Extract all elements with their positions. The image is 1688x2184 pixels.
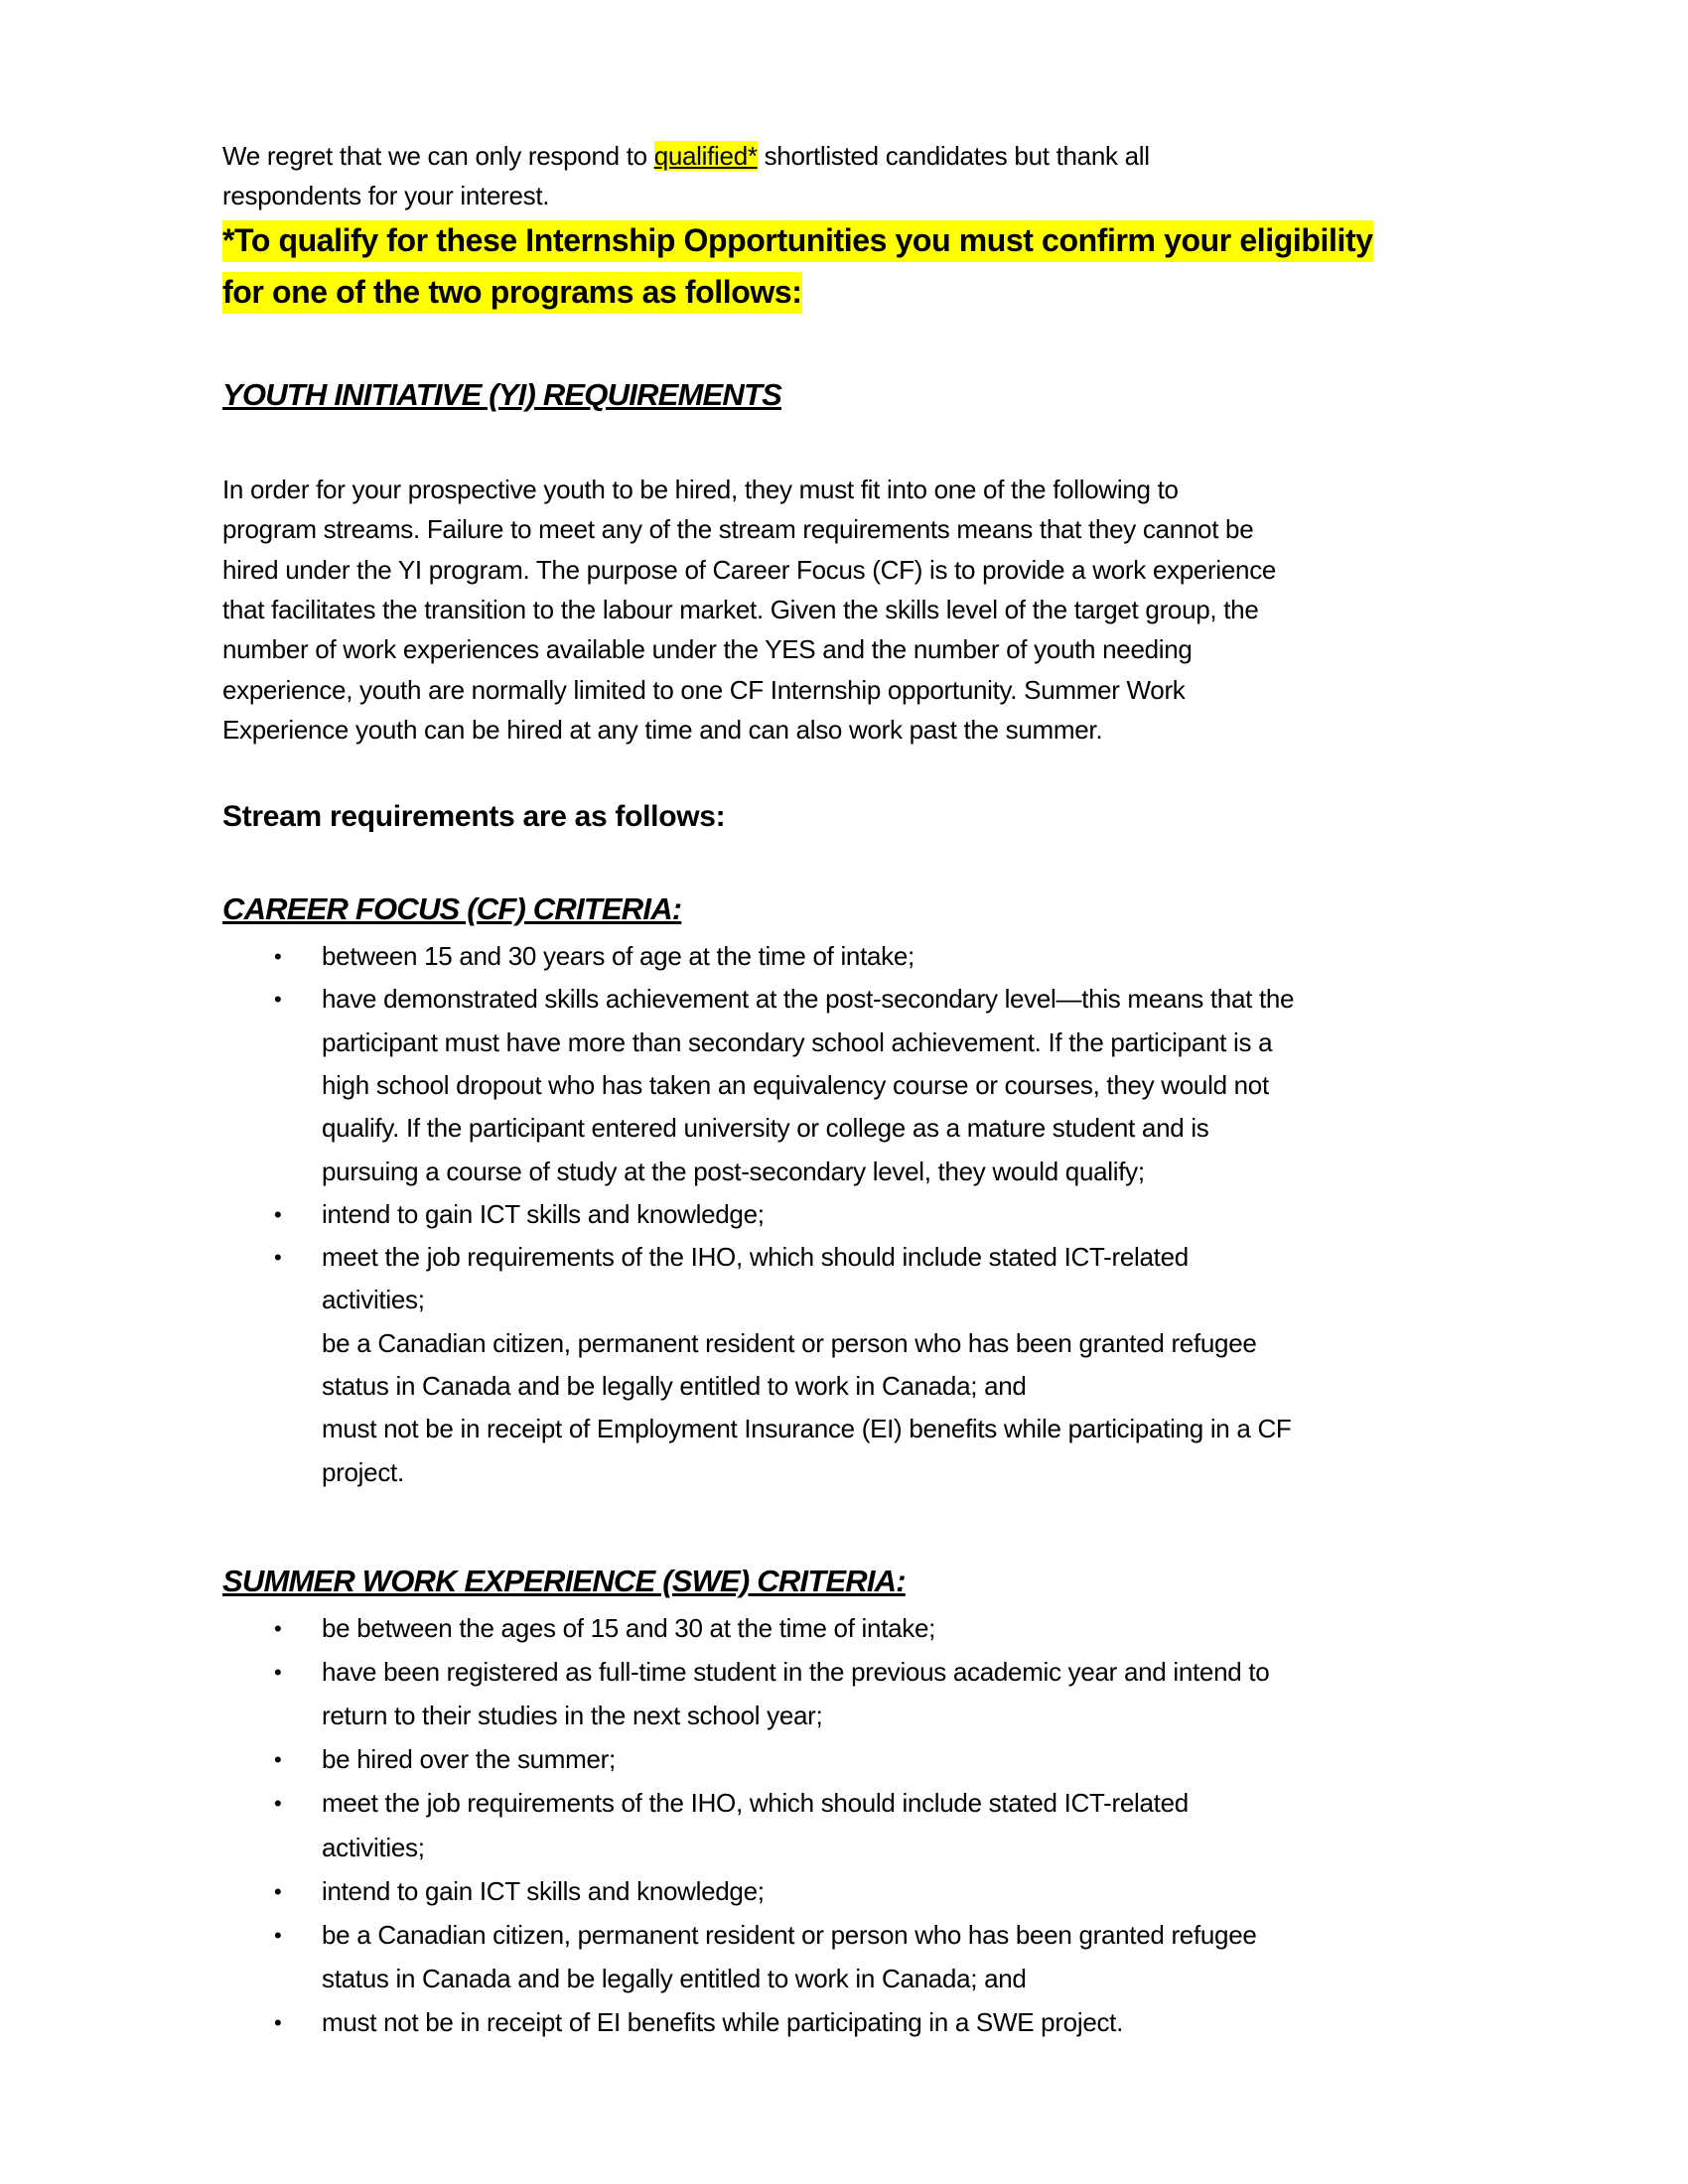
list-item: pursuing a course of study at the post-secondary level, they would qualify; bbox=[322, 1156, 1145, 1186]
paragraph-line: number of work experiences available under the YES and the number of youth needing bbox=[222, 634, 1193, 665]
paragraph-line: experience, youth are normally limited to one CF Internship opportunity. Summer Work bbox=[222, 674, 1186, 705]
list-item: meet the job requirements of the IHO, which should include stated ICT-related bbox=[322, 1788, 1189, 1819]
bullet-icon: • bbox=[274, 1660, 282, 1686]
list-item: have demonstrated skills achievement at the post-secondary level—this means that the bbox=[322, 984, 1295, 1015]
list-item: meet the job requirements of the IHO, which should include stated ICT-related bbox=[322, 1242, 1189, 1273]
bullet-icon: • bbox=[274, 1878, 282, 1904]
intro-line-1 bbox=[222, 136, 1150, 176]
paragraph-line: program streams. Failure to meet any of the stream requirements means that they cannot be bbox=[222, 514, 1254, 545]
list-item: participant must have more than secondary school achievement. If the participant is a bbox=[322, 1026, 1273, 1057]
bullet-icon: • bbox=[274, 1747, 282, 1773]
bullet-icon: • bbox=[274, 1922, 282, 1948]
bullet-icon: • bbox=[274, 1245, 282, 1271]
list-item: status in Canada and be legally entitled to work in Canada; and bbox=[322, 1963, 1027, 1993]
list-item: be a Canadian citizen, permanent resident or person who has been granted refugee bbox=[322, 1327, 1257, 1358]
list-item: have been registered as full-time student in the previous academic year and intend to bbox=[322, 1657, 1270, 1688]
bullet-icon: • bbox=[274, 944, 282, 969]
list-item: be a Canadian citizen, permanent resident or person who has been granted refugee bbox=[322, 1919, 1257, 1950]
swe-heading: SUMMER WORK EXPERIENCE (SWE) CRITERIA: bbox=[222, 1564, 906, 1598]
bullet-icon: • bbox=[274, 1616, 282, 1641]
list-item: must not be in receipt of Employment Insurance (EI) benefits while participating in a CF bbox=[322, 1414, 1292, 1444]
bullet-icon: • bbox=[274, 987, 282, 1013]
paragraph-line: In order for your prospective youth to be hired, they must fit into one of the following to bbox=[222, 475, 1179, 504]
list-item: qualify. If the participant entered university or college as a mature student and is bbox=[322, 1113, 1209, 1144]
list-item: project. bbox=[322, 1456, 404, 1487]
intro-text: We regret that we can only respond to bbox=[222, 141, 654, 171]
qualified-highlight: qualified* bbox=[653, 141, 758, 171]
list-item: status in Canada and be legally entitled to work in Canada; and bbox=[322, 1371, 1027, 1401]
cf-heading: CAREER FOCUS (CF) CRITERIA: bbox=[222, 891, 682, 926]
qualify-notice-text: for one of the two programs as follows: bbox=[222, 272, 802, 314]
list-item: between 15 and 30 years of age at the time of intake; bbox=[322, 941, 914, 971]
paragraph-line: that facilitates the transition to the labour market. Given the skills level of the target group, the bbox=[222, 594, 1259, 624]
list-item: intend to gain ICT skills and knowledge; bbox=[322, 1875, 765, 1906]
list-item: activities; bbox=[322, 1285, 425, 1315]
bullet-icon: • bbox=[274, 1791, 282, 1817]
paragraph-line: Experience youth can be hired at any time and can also work past the summer. bbox=[222, 714, 1103, 745]
list-item: be hired over the summer; bbox=[322, 1744, 616, 1775]
list-item: must not be in receipt of EI benefits while participating in a SWE project. bbox=[322, 2006, 1124, 2037]
qualify-notice-text: *To qualify for these Internship Opportunities you must confirm your eligibility bbox=[222, 220, 1373, 262]
paragraph-line: hired under the YI program. The purpose of Career Focus (CF) is to provide a work experience bbox=[222, 554, 1277, 585]
intro-line-2: respondents for your interest. bbox=[222, 181, 550, 210]
list-item: intend to gain ICT skills and knowledge; bbox=[322, 1198, 765, 1229]
list-item: be between the ages of 15 and 30 at the time of intake; bbox=[322, 1613, 936, 1643]
list-item: activities; bbox=[322, 1832, 425, 1862]
yi-heading: YOUTH INITIATIVE (YI) REQUIREMENTS bbox=[222, 377, 781, 412]
list-item: high school dropout who has taken an equivalency course or courses, they would not bbox=[322, 1069, 1269, 1100]
intro-text-cont: shortlisted candidates but thank all bbox=[757, 141, 1150, 171]
bullet-icon: • bbox=[274, 2009, 282, 2035]
stream-heading: Stream requirements are as follows: bbox=[222, 800, 726, 833]
qualify-notice-line-1 bbox=[222, 214, 1373, 266]
bullet-icon: • bbox=[274, 1201, 282, 1227]
qualify-notice-line-2 bbox=[222, 266, 802, 318]
list-item: return to their studies in the next school year; bbox=[322, 1701, 823, 1731]
